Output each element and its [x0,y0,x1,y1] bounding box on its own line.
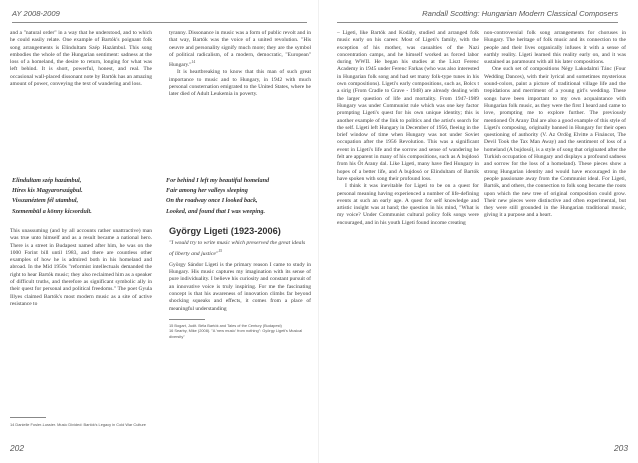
body-paragraph: György Sándor Ligeti is the primary reason I came to study in Hungary. His music captures my imagination with its sense of pure individuality. I believe his curiosity and constant pursuit of an innovative voice is truly inspiring. For me the fascinating concept is that his awareness of innovation climbs far beyond shocking squeaks and effects, it comes from a place of meaningful understanding [169,261,311,312]
body-paragraph: and a "natural order" in a way that he understood, and to which he could easily relate. One example of Bartók's poignant folk song arrangements is Elindultam Szép Hazámbul. This song embodies the whole of the Hungarian sentiment: sadness at the loss of a homeland, the desire to return, longing for what was left behind. It is short, powerful, honest, and real. The occasional wall-placed dissonant note by Bartók has an amazing amount of power, conveying the text of wandering and loss. [10,30,152,88]
footnote-rule [10,417,46,418]
header-title: Randall Scotting: Hungarian Modern Classical Composers [422,9,618,18]
upper-columns [10,30,311,99]
poem-line: On the roadway once I looked back, [166,197,258,205]
page-number: 203 [614,443,628,453]
text-column-3 [10,228,152,340]
folk-song-poem [12,176,312,217]
text-column-1 [337,30,479,227]
body-text: tyranny. Dissonance in music was a form of public revolt and in that way, Bartók was the voice of a united revolution. "His oeuvre and personality signify much more; they are the symbol of political radicalism, of a modern, democratic, "European" Hungary." [169,30,311,69]
body-paragraph: non-controversial folk song arrangements for choruses in Hungary. The heritage of folk music and its connection to the people and their lives organically infuses it with a sense of earthly reality. Ligeti learned this reality early on, and it was sustained as paramount with all his later compositions. [484,30,626,66]
body-paragraph [169,30,311,69]
poem-line: Visszanéztem fél utambul, [12,197,79,205]
right-page [319,0,638,463]
body-paragraph: – Ligeti, like Bartók and Kodály, studied and arranged folk music early on his career. Most of Ligeti's family, with the exception of his mother, was casualties of the Nazi concentration camps, and he himself worked as forced labor during WWII. He began his studies at the Liszt Ferenc Academy in 1945 under Ferenc Farkas (who was also interested in Hungarian folk song and had set many folk-type tunes in his own compositions). Ligeti's early compositions, such as, Bolcs t a sirig (From Cradle to Grave - 1948) are already dealing with the larger question of life and mortality. From 1947-1989 Hungary was under Communist rule which was one key factor prompting Ligeti's quest for his own unique identity; this is another example of the link to politics and the artist's search for the self. Ligeti left Hungary in December of 1956, fleeing in the brief window of time when Hungary was not under Soviet occupation after the 1956 Revolution. This was a significant event in Ligeti's life and the sorrow and sense of wandering he felt are apparent in many of his compositions, such as A bujdosó from his Öt Arany dal. Like Ligeti, many have fled Hungary in hopes of a better life, and A bujdosó or Elindultam of Bartók have spoken with song their profound loss. [337,30,479,182]
poem-line: Fair among her valleys sleeping [166,187,248,195]
header-rule [12,22,307,23]
poem-line: Szemembül a könny kicsordult. [12,207,92,215]
body-paragraph: I think it was inevitable for Ligeti to be on a quest for personal meaning having experienced a number of life-defining events at such an early age. A quest for self knowledge and artistic insight was at hand; the question in his mind, "What is my voice? Under Communist cultural policy folk songs were encouraged, and in his youth Ligeti found income creating [337,183,479,226]
epigraph [169,240,311,257]
poem-line: For behind I left my beautiful homeland [166,177,270,184]
footnote: 14 Danielle Fosler-Lussier. Music Divided: Bartók's Legacy in Cold War Culture [10,421,146,427]
footnote-ref: 15 [218,248,222,253]
poem-english [166,176,312,217]
page-header [10,0,311,22]
footnote-rule [169,319,205,320]
poem-line: Elindultam szép hazámbul, [12,177,82,184]
poem-hungarian [12,176,158,217]
header-rule [337,22,618,23]
lower-columns [10,228,311,340]
body-paragraph: It is heartbreaking to know that this man of such great importance to music and to Hungary, in 1942 with much personal consternation emigrated to the United States, where he later died of Adult Leukemia in poverty. [169,69,311,98]
text-column-4 [169,228,311,340]
right-columns [337,30,626,227]
page-number: 202 [10,443,24,453]
body-paragraph: One such set of compositions Négy Lakodalmi Tánc (Four Wedding Dances), with their lyrical and sometimes mysterious sound-colors, paint a picture of traditional village life and the trepidations and merriment of a young girl's wedding. These songs have been important to my own acquaintance with Hungarian folk music, as they were the first I heard and came to love, prompting me to explore further. The previously mentioned Öt Arany Dal are also a good example of this style of Ligeti's composing, originally banned in Hungary for their open questioning of authority (V. Az Ordög Elvitte a Fináncot, The Devil Took the Tax Man Away) and the sentiment of loss of a homeland (A bujdosó), is a style of song that originated after the Turkish occupation of Hungary and displays a profound sadness and sorrow for the loss of a homeland). These pieces show a strong Hungarian identity and would have encouraged in the people passionate away from the Communist ideal. For Ligeti, Bartók, and others, the connection to folk song became the roots upon which the new tree of original composition could grow. Their new pieces were distinctive and often experimental, but they were still grounded in the Hungarian traditional music, giving it a purpose and a heart. [484,66,626,219]
poem-line: Looked, and found that I was weeping. [166,207,266,215]
footnote: 15 Bogart, Judit. Béla Bartók and Tales of the Century (Budapest) [169,322,282,328]
text-column-1 [10,30,152,99]
text-column-2 [484,30,626,227]
header-title: AY 2008-2009 [12,9,60,18]
footnote-ref: 14 [191,60,196,65]
poem-line: Híres kis Magyarországbul. [12,187,83,195]
page-header [337,0,626,22]
body-paragraph: This unassuming (and by all accounts rather unattractive) man was true unto himself and as a result became a national hero. There is a street in Budapest named after him, he was on the 1000 Forint bill until 1983, and there are countless other examples of how he is admired both in his homeland and abroad. In the Mid 1950s "reformist intellectuals demanded the right to hear Bartók music; they also reclaimed him as a speaker of difficult truths, and therefore as significant symbolic ally in their quest for personal and political freedoms." The poet Gyula Illyes claimed Bartók's most modern music as a site of active resistance to [10,228,152,307]
epigraph-text: "I would try to write music which preserved the great ideals of liberty and justice" [169,240,306,257]
section-heading: György Ligeti (1923-2006) [169,226,281,236]
footnote: 16 Searby, Mike (2008). "A 'new music' from nothing": György Ligeti's Musical diversity" [169,328,303,340]
text-column-2 [169,30,311,99]
footnote-block [10,411,152,431]
